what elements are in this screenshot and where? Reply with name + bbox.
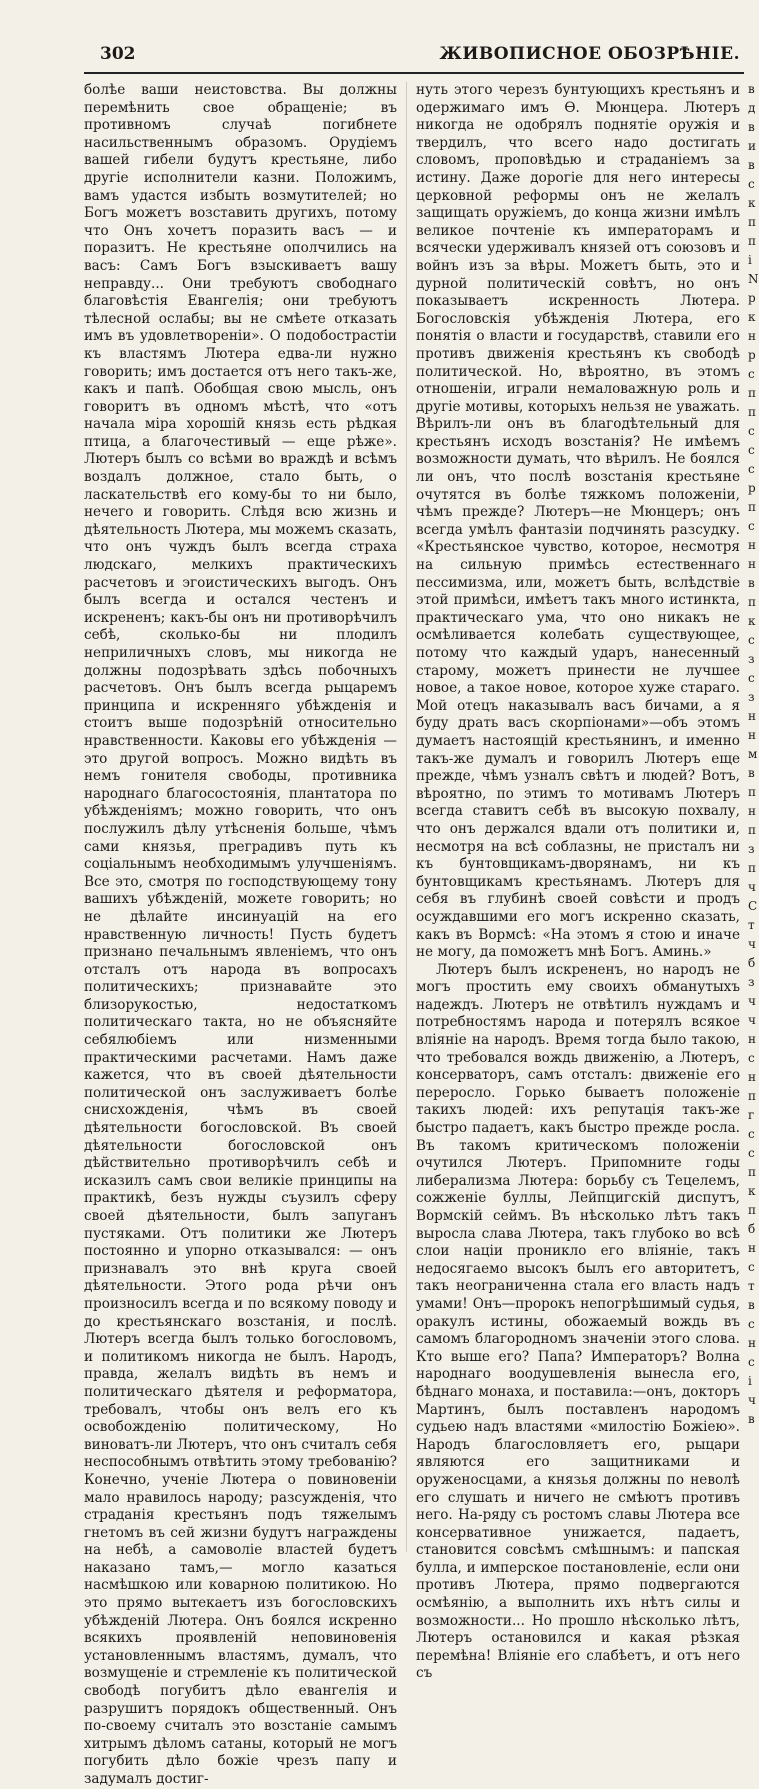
edge-fragment: к [748, 614, 756, 628]
edge-fragment: з [748, 690, 755, 704]
edge-fragment: с [748, 671, 755, 685]
edge-fragment: п [748, 500, 756, 514]
edge-fragment: б [748, 1222, 756, 1236]
edge-fragment: с [748, 424, 755, 438]
edge-fragment: т [748, 1279, 755, 1293]
edge-fragment: ч [748, 1393, 756, 1407]
edge-fragment: с [748, 1355, 755, 1369]
right-paragraph-1: нуть этого черезъ бунтующихъ крестьянъ и одержимаго имъ Ѳ. Мюнцера. Лютеръ никогда не одобрялъ поднятіе оружія и твердилъ, что всего надо достигать словомъ, проповѣдью и страданіемъ за истину. Даже дорогіе для него интересы церковной реформы онъ не желалъ защищать оружіемъ, до конца жизни имѣлъ великое почтеніе къ императорамъ и всячески удерживалъ князей отъ союзовъ и войнъ изъ за вѣры. Можетъ быть, это и дурной политическій совѣтъ, но онъ показываетъ искренность Лютера. Богословскія убѣжденія Лютера, его понятія о власти и государствѣ, ставили его противъ движенія крестьянъ къ свободѣ политической. Но, вѣроятно, въ этомъ отношеніи, играли немаловажную роль и другіе мотивы, которыхъ нельзя не уважать. Вѣрилъ-ли онъ въ благодѣтельный для крестьянъ исходъ возстанія? Не имѣемъ возможности думать, что вѣрилъ. Не боялся ли онъ, что послѣ возстанія крестьяне очутятся въ болѣе тяжкомъ положеніи, чѣмъ прежде? Лютеръ—не Мюнцеръ; онъ всегда умѣлъ фантазіи подчинять разсудку. «Крестьянское чувство, которое, несмотря на сильную примѣсь естественнаго пессимизма, или, можетъ быть, вслѣдствіе этой примѣси, имѣетъ такъ много истинкта, практическаго ума, что оно никакъ не осмѣливается колебать существующее, потому что каждый ударъ, нанесенный старому, можетъ принести не лучшее новое, а такое новое, которое хуже стараго. Мой отецъ наказывалъ васъ бичами, а я буду драть васъ скорпіонами»—объ этомъ думаетъ настоящій крестьянинъ, и именно такъ-же думалъ и говорилъ Лютеръ еще прежде, чѣмъ узналъ свѣтъ и людей? Вотъ, вѣроятно, по этимъ то мотивамъ Лютеръ всегда ставитъ себѣ въ высокую похвалу, что онъ держался вдали отъ политики и, несмотря на всѣ соблазны, не присталъ ни къ бунтовщикамъ-дворянамъ, ни къ бунтовщикамъ крестьянамъ. Лютеръ для себя въ глубинѣ своей совѣсти и продъ осуждавшими его могъ искренно сказать, какъ въ Вормсѣ: «На этомъ я стою и иначе не могу, да поможетъ мнѣ Богъ. Аминь.» [416, 82, 740, 961]
edge-fragment: в [748, 576, 755, 590]
edge-fragment: ч [748, 994, 756, 1008]
edge-fragment: с [748, 177, 755, 191]
edge-fragment: з [748, 975, 755, 989]
edge-fragment: с [748, 1051, 755, 1065]
edge-fragment: п [748, 386, 756, 400]
edge-fragment: с [748, 462, 755, 476]
edge-fragment: н [748, 1336, 756, 1350]
edge-fragment: п [748, 234, 756, 248]
edge-fragment: ч [748, 880, 756, 894]
edge-fragment: с [748, 443, 755, 457]
edge-fragment: N [748, 272, 759, 286]
edge-fragment: в [748, 766, 755, 780]
edge-fragment: н [748, 804, 756, 818]
edge-fragment: р [748, 348, 756, 362]
edge-fragment: п [748, 405, 756, 419]
edge-fragment: і [748, 253, 752, 267]
edge-fragment: с [748, 1317, 755, 1331]
edge-fragment: п [748, 1089, 756, 1103]
edge-fragment: п [748, 823, 756, 837]
edge-fragment: к [748, 1184, 756, 1198]
edge-fragment: п [748, 1203, 756, 1217]
edge-fragment: м [748, 747, 758, 761]
edge-fragment: с [748, 1127, 755, 1141]
edge-fragment: р [748, 481, 756, 495]
edge-fragment: с [748, 367, 755, 381]
column-divider [406, 82, 407, 1552]
left-column [84, 82, 397, 1789]
edge-fragment: р [748, 291, 756, 305]
edge-fragment: н [748, 538, 756, 552]
right-column [416, 82, 740, 1683]
right-paragraph-2: Лютеръ былъ искрененъ, но народъ не могъ простить ему своихъ обманутыхъ надеждъ. Лютеръ не отвѣтилъ нуждамъ и потребностямъ народа и потерялъ всякое вліяніе на народъ. Время тогда было такою, что требовался вождь движенію, а Лютеръ, консерваторъ, самъ отсталъ: движеніе его переросло. Горько бываетъ положеніе такихъ людей: ихъ репутація такъ-же быстро падаетъ, какъ быстро прежде росла. Въ такомъ критическомъ положеніи очутился Лютеръ. Припомните годы либерализма Лютера: борьбу съ Тецелемъ, сожженіе буллы, Лейпцигскій диспутъ, Вормскій сеймъ. Въ нѣсколько лѣтъ такъ выросла слава Лютера, такъ глубоко во всѣ слои націи проникло его вліяніе, такъ недосягаемо высокъ былъ его авторитетъ, такъ неограниченна стала его власть надъ умами! Онъ—пророкъ непогрѣшимый судья, оракулъ истины, обожаемый вождь въ самомъ благородномъ значеніи этого слова. Кто выше его? Папа? Императоръ? Волна народнаго воодушевленія вынесла его, бѣднаго монаха, и поставила:—онъ, докторъ Мартинъ, былъ поставленъ народомъ судьею надъ властями «милостію Божіею». Народъ благословляетъ его, рыцари являются его защитниками и оруженосцами, а князья должны по неволѣ его слушать и ничего не смѣютъ противъ него. На-ряду съ ростомъ славы Лютера все консервативное унижается, падаетъ, становится совсѣмъ смѣшнымъ: и папская булла, и имперское постановленіе, если они противъ Лютера, прямо подвергаются осмѣянію, а выполнить ихъ нѣтъ силы и возможности... Но прошло нѣсколько лѣтъ, Лютеръ остановился и какая рѣзкая перемѣна! Вліяніе его слабѣетъ, и отъ него съ [416, 961, 740, 1682]
edge-fragment: к [748, 310, 756, 324]
edge-fragment: д [748, 101, 756, 115]
edge-fragment: т [748, 918, 755, 932]
journal-title: ЖИВОПИСНОЕ ОБОЗРѢНІЕ. [439, 44, 740, 64]
edge-fragment: в [748, 120, 755, 134]
edge-fragment: ч [748, 937, 756, 951]
edge-fragment: с [748, 1146, 755, 1160]
edge-fragment: в [748, 1298, 755, 1312]
edge-fragment: з [748, 652, 755, 666]
page-header [84, 44, 740, 68]
edge-fragment: н [748, 1070, 756, 1084]
next-page-edge-fragments [748, 80, 759, 1540]
edge-fragment: н [748, 329, 756, 343]
edge-fragment: г [748, 1108, 755, 1122]
edge-fragment: п [748, 215, 756, 229]
edge-fragment: ч [748, 1013, 756, 1027]
edge-fragment: к [748, 196, 756, 210]
edge-fragment: н [748, 709, 756, 723]
left-paragraph-1: болѣе ваши неистовства. Вы должны перемѣнить свое обращеніе; въ противномъ случаѣ погибнете насильственнымъ образомъ. Орудіемъ вашей гибели будутъ крестьяне, либо другіе исполнители казни. Положимъ, вамъ удастся избыть возмутителей; но Богъ можетъ возставить другихъ, потому что Онъ хочетъ поразить васъ — и поразитъ. Не крестьяне ополчились на васъ: Самъ Богъ взыскиваетъ вашу неправду... Они требуютъ свободнаго благовѣстія Евангелія; они требуютъ тѣлесной ослабы; вы не смѣете отказать имъ въ удовлетвореніи». О подобострастіи къ властямъ Лютера едва-ли нужно говорить; имъ достается отъ него такъ-же, какъ и папѣ. Обобщая свою мысль, онъ говоритъ въ одномъ мѣстѣ, что «отъ начала міра хорошій князь есть рѣдкая птица, а благочестивый — еще рѣже». Лютеръ былъ со всѣми во враждѣ и всѣмъ воздалъ должное, стало быть, о ласкательствѣ его кому-бы то ни было, нечего и говорить. Слѣдя всю жизнь и дѣятельность Лютера, мы можемъ сказать, что онъ чуждъ былъ всегда страха людскаго, мелкихъ практическихъ расчетовъ и эгоистическихъ выгодъ. Онъ былъ всегда и остался честенъ и искрененъ; какъ-бы онъ ни противорѣчилъ себѣ, сколько-бы ни плодилъ неприличныхъ словъ, мы никогда не должны подозрѣвать здѣсь побочныхъ расчетовъ. Онъ былъ всегда рыцаремъ принципа и искренняго убѣжденія и стоитъ выше подозрѣній относительно нравственности. Каковы его убѣжденія — это другой вопросъ. Можно видѣть въ немъ гонителя свободы, противника народнаго благосостоянія, плантатора по убѣжденіямъ; можно говорить, что онъ послужилъ дѣлу утѣсненія больше, чѣмъ сами князья, преградивъ путь къ соціальнымъ необходимымъ улучшеніямъ. Все это, смотря по господствующему тону вашихъ убѣжденій, можете говорить; но не дѣлайте инсинуацій на его нравственную личность! Пусть будетъ признано печальнымъ явленіемъ, что онъ отсталъ отъ народа въ вопросахъ политическихъ; признавайте это близорукостью, недостаткомъ политическаго такта, но не объясняйте себялюбіемъ или низменными практическими расчетами. Намъ даже кажется, что въ своей дѣятельности политической онъ заслуживаетъ болѣе снисхожденія, чѣмъ въ своей дѣятельности богословской. Въ своей дѣятельности богословской онъ дѣйствительно противорѣчилъ себѣ и исказилъ самъ свои великіе принципы на практикѣ, безъ нужды съузилъ сферу своей дѣятельности, былъ запуганъ пустяками. Отъ политики же Лютеръ постоянно и упорно отказывался: — онъ признавалъ это внѣ круга своей дѣятельности. Этого рода рѣчи онъ произносилъ всегда и по всякому поводу и до крестьянскаго возстанія, и послѣ. Лютеръ всегда былъ только богословомъ, и политикомъ никогда не былъ. Народъ, правда, желалъ видѣть въ немъ и политическаго дѣятеля и реформатора, требовалъ, чтобы онъ велъ его къ освобожденію политическому, Но виноватъ-ли Лютеръ, что онъ считалъ себя неспособнымъ отвѣтить этому требованію? Конечно, ученіе Лютера о повиновеніи мало нравилось народу; разсужденія, что страданія крестьянъ подъ тяжелымъ гнетомъ въ сей жизни будутъ награждены на небѣ, а самоволіе властей будетъ наказано тамъ,— могло казаться насмѣшкою или коварною политикою. Но это прямо вытекаетъ изъ богословскихъ убѣжденій Лютера. Онъ боялся искренно всякихъ проявленій неповиновенія установленнымъ властямъ, думалъ, что возмущеніе и стремленіе къ политической свободѣ погубитъ дѣло евангелія и разрушитъ порядокъ общественный. Онъ по-своему считалъ это возстаніе самымъ хитрымъ дѣломъ сатаны, который не могъ погубить дѣло божіе чрезъ папу и задумалъ достиг- [84, 82, 397, 1787]
edge-fragment: н [748, 557, 756, 571]
edge-fragment: п [748, 785, 756, 799]
edge-fragment: п [748, 595, 756, 609]
edge-fragment: в [748, 82, 755, 96]
edge-fragment: C [748, 899, 758, 913]
edge-fragment: н [748, 1032, 756, 1046]
edge-fragment: с [748, 1260, 755, 1274]
edge-fragment: и [748, 139, 756, 153]
edge-fragment: в [748, 158, 755, 172]
edge-fragment: н [748, 728, 756, 742]
edge-fragment: с [748, 519, 755, 533]
edge-fragment: п [748, 1165, 756, 1179]
edge-fragment: з [748, 842, 755, 856]
edge-fragment: с [748, 633, 755, 647]
header-rule [84, 72, 744, 74]
edge-fragment: п [748, 861, 756, 875]
edge-fragment: в [748, 1412, 755, 1426]
edge-fragment: і [748, 1374, 752, 1388]
edge-fragment: н [748, 1241, 756, 1255]
edge-fragment: б [748, 956, 756, 970]
page-number: 302 [100, 44, 136, 64]
